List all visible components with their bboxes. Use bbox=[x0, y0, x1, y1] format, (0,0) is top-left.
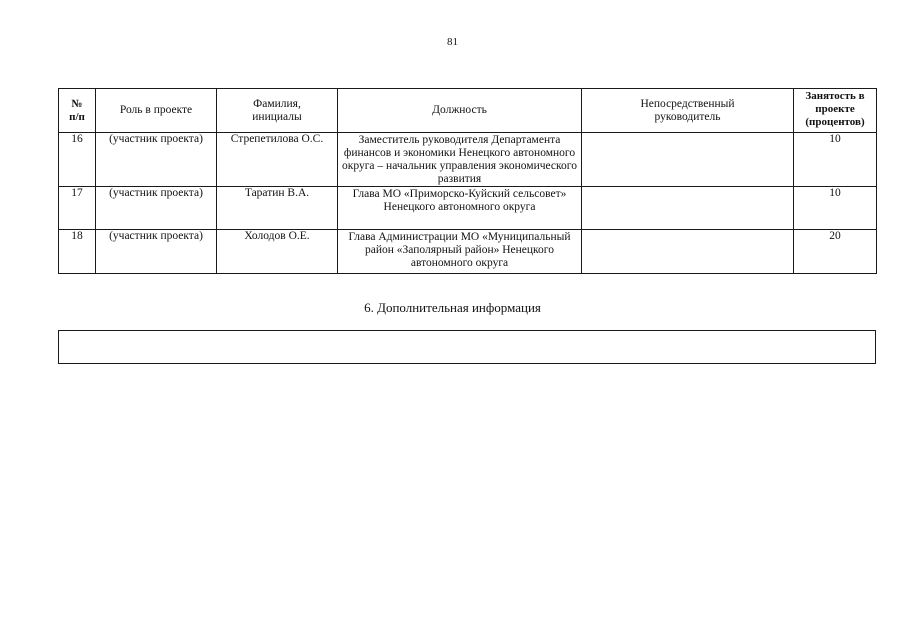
row-occupancy: 20 bbox=[794, 230, 877, 274]
row-name: Холодов О.Е. bbox=[217, 230, 338, 274]
row-supervisor bbox=[582, 133, 794, 187]
header-num: № п/п bbox=[59, 89, 96, 133]
row-position: Глава МО «Приморско-Куйский сельсовет» Ненецкого автономного округа bbox=[338, 187, 582, 230]
row-position: Глава Администрации МО «Муниципальный район «Заполярный район» Ненецкого автономного округа bbox=[338, 230, 582, 274]
row-position: Заместитель руководителя Департамента финансов и экономики Ненецкого автономного округа – начальник управления экономического развития bbox=[338, 133, 582, 187]
row-num: 18 bbox=[59, 230, 96, 274]
section-heading: 6. Дополнительная информация bbox=[364, 300, 541, 315]
header-name: Фамилия, инициалы bbox=[217, 89, 338, 133]
additional-info-box bbox=[58, 330, 876, 364]
row-supervisor bbox=[582, 187, 794, 230]
page-number: 81 bbox=[447, 36, 458, 48]
table-row bbox=[59, 187, 877, 230]
row-name: Таратин В.А. bbox=[217, 187, 338, 230]
table-header-row bbox=[59, 89, 877, 133]
row-supervisor bbox=[582, 230, 794, 274]
row-role: (участник проекта) bbox=[96, 230, 217, 274]
row-num: 17 bbox=[59, 187, 96, 230]
table-row bbox=[59, 133, 877, 187]
project-roles-table bbox=[58, 88, 877, 274]
table-row bbox=[59, 230, 877, 274]
row-occupancy: 10 bbox=[794, 187, 877, 230]
header-supervisor: Непосредственный руководитель bbox=[582, 89, 794, 133]
row-occupancy: 10 bbox=[794, 133, 877, 187]
row-role: (участник проекта) bbox=[96, 133, 217, 187]
row-name: Стрепетилова О.С. bbox=[217, 133, 338, 187]
row-role: (участник проекта) bbox=[96, 187, 217, 230]
header-position: Должность bbox=[338, 89, 582, 133]
header-occupancy: Занятость в проекте (процентов) bbox=[794, 89, 877, 133]
row-num: 16 bbox=[59, 133, 96, 187]
header-role: Роль в проекте bbox=[96, 89, 217, 133]
